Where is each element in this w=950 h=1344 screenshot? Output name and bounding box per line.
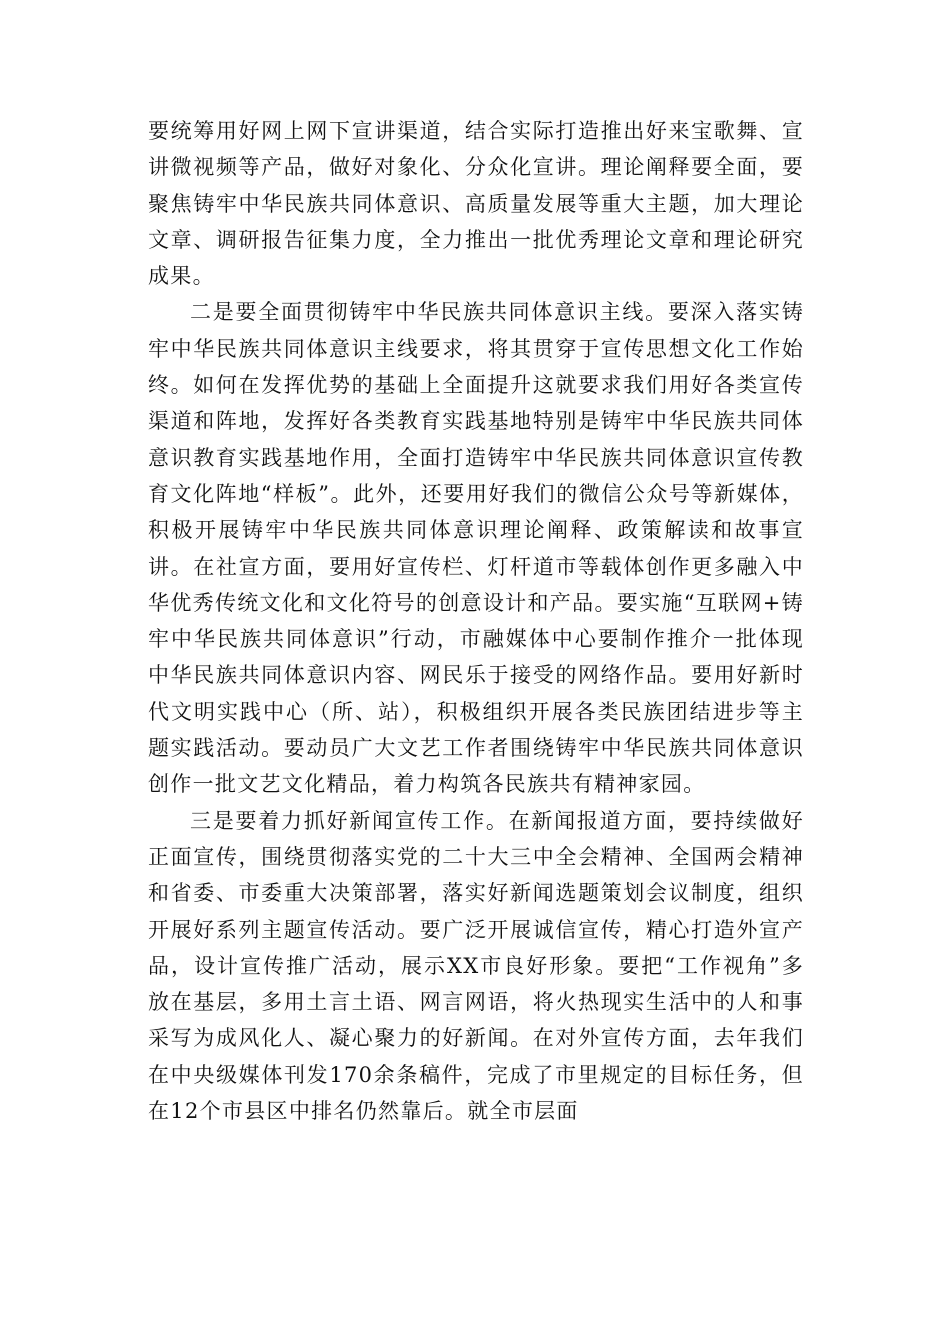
document-body — [148, 113, 804, 1129]
paragraph-continued: 要统筹用好网上网下宣讲渠道，结合实际打造推出好来宝歌舞、宣讲微视频等产品，做好对象化、分众化宣讲。理论阐释要全面，要聚焦铸牢中华民族共同体意识、高质量发展等重大主题，加大理论文章、调研报告征集力度，全力推出一批优秀理论文章和理论研究成果。 — [148, 119, 804, 289]
paragraph-section-two: 二是要全面贯彻铸牢中华民族共同体意识主线。要深入落实铸牢中华民族共同体意识主线要求，将其贯穿于宣传思想文化工作始终。如何在发挥优势的基础上全面提升这就要求我们用好各类宣传渠道和阵地，发挥好各类教育实践基地特别是铸牢中华民族共同体意识教育实践基地作用，全面打造铸牢中华民族共同体意识宣传教育文化阵地“样板”。此外，还要用好我们的微信公众号等新媒体，积极开展铸牢中华民族共同体意识理论阐释、政策解读和故事宣讲。在社宣方面，要用好宣传栏、灯杆道市等载体创作更多融入中华优秀传统文化和文化符号的创意设计和产品。要实施“互联网+铸牢中华民族共同体意识”行动，市融媒体中心要制作推介一批体现中华民族共同体意识内容、网民乐于接受的网络作品。要用好新时代文明实践中心（所、站），积极组织开展各类民族团结进步等主题实践活动。要动员广大文艺工作者围绕铸牢中华民族共同体意识创作一批文艺文化精品，着力构筑各民族共有精神家园。 — [148, 300, 804, 797]
paragraph-section-three: 三是要着力抓好新闻宣传工作。在新闻报道方面，要持续做好正面宣传，围绕贯彻落实党的二十大三中全会精神、全国两会精神和省委、市委重大决策部署，落实好新闻选题策划会议制度，组织开展好系列主题宣传活动。要广泛开展诚信宣传，精心打造外宣产品，设计宣传推广活动，展示XX市良好形象。要把“工作视角”多放在基层，多用土言土语、网言网语，将火热现实生活中的人和事采写为成风化人、凝心聚力的好新闻。在对外宣传方面，去年我们在中央级媒体刊发170余条稿件，完成了市里规定的目标任务，但在12个市县区中排名仍然靠后。就全市层面 — [148, 808, 804, 1124]
